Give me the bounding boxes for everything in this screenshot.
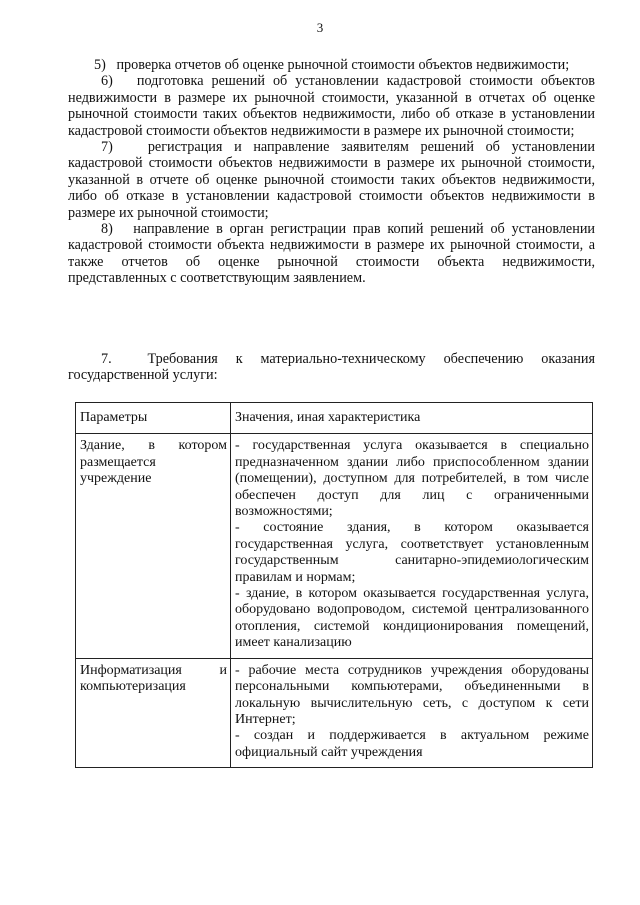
list-item-5: 5) проверка отчетов об оценке рыночной стоимости объектов недвижимости; bbox=[94, 57, 570, 73]
services-list bbox=[68, 57, 595, 287]
value-line: - рабочие места сотрудников учреждения оборудованы персональными компьютерами, объединенными в локальную вычислительную сеть, с доступом к сети Интернет; bbox=[235, 662, 589, 727]
list-item-6: 6) подготовка решений об установлении кадастровой стоимости объектов недвижимости в размере их рыночной стоимости, указанной в отчетах об оценке рыночной стоимости таких объектов недвижимости, либо об отказе в установлении кадастровой стоимости объектов недвижимости в размере их рыночной стоимости; bbox=[68, 73, 595, 139]
value-line: - создан и поддерживается в актуальном режиме официальный сайт учреждения bbox=[235, 728, 589, 760]
values-building bbox=[231, 434, 593, 658]
page-number: 3 bbox=[316, 20, 324, 35]
header-parameters: Параметры bbox=[76, 403, 231, 434]
table-row bbox=[76, 434, 593, 658]
list-item-7: 7) регистрация и направление заявителям решений об установлении кадастровой стоимости объектов недвижимости в размере их рыночной стоимости, указанной в отчете об оценке рыночной стоимости таких объектов недвижимости, либо об отказе в установлении кадастровой стоимости объектов недвижимости в размере их рыночной стоимости; bbox=[68, 139, 595, 221]
table-header-row bbox=[76, 403, 593, 434]
section-heading: 7. Требования к материально-техническому обеспечению оказания государственной услуги: bbox=[68, 351, 595, 384]
table-row bbox=[76, 658, 593, 767]
param-building: Здание, в котором размещается учреждение bbox=[76, 434, 231, 658]
value-line: - состояние здания, в котором оказывается государственная услуга, соответствует установленным государственным санитарно-эпидемиологическим правилам и нормам; bbox=[235, 520, 589, 585]
value-line: - здание, в котором оказывается государственная услуга, оборудовано водопроводом, системой централизованного отопления, системой кондиционирования помещений, имеет канализацию bbox=[235, 586, 589, 651]
values-it bbox=[231, 658, 593, 767]
header-values: Значения, иная характеристика bbox=[231, 403, 593, 434]
requirements-table bbox=[75, 402, 593, 768]
param-it: Информатизация и компьютеризация bbox=[76, 658, 231, 767]
value-line: - государственная услуга оказывается в специально предназначенном здании либо приспособленном здании (помещении), доступном для потребителей, в том числе обеспечен доступ для лиц с ограниченными возможностями; bbox=[235, 438, 589, 520]
list-item-8: 8) направление в орган регистрации прав копий решений об установлении кадастровой стоимости объекта недвижимости в размере их рыночной стоимости, а также отчетов об оценке рыночной стоимости объекта недвижимости, представленных с соответствующим заявлением. bbox=[68, 221, 595, 287]
